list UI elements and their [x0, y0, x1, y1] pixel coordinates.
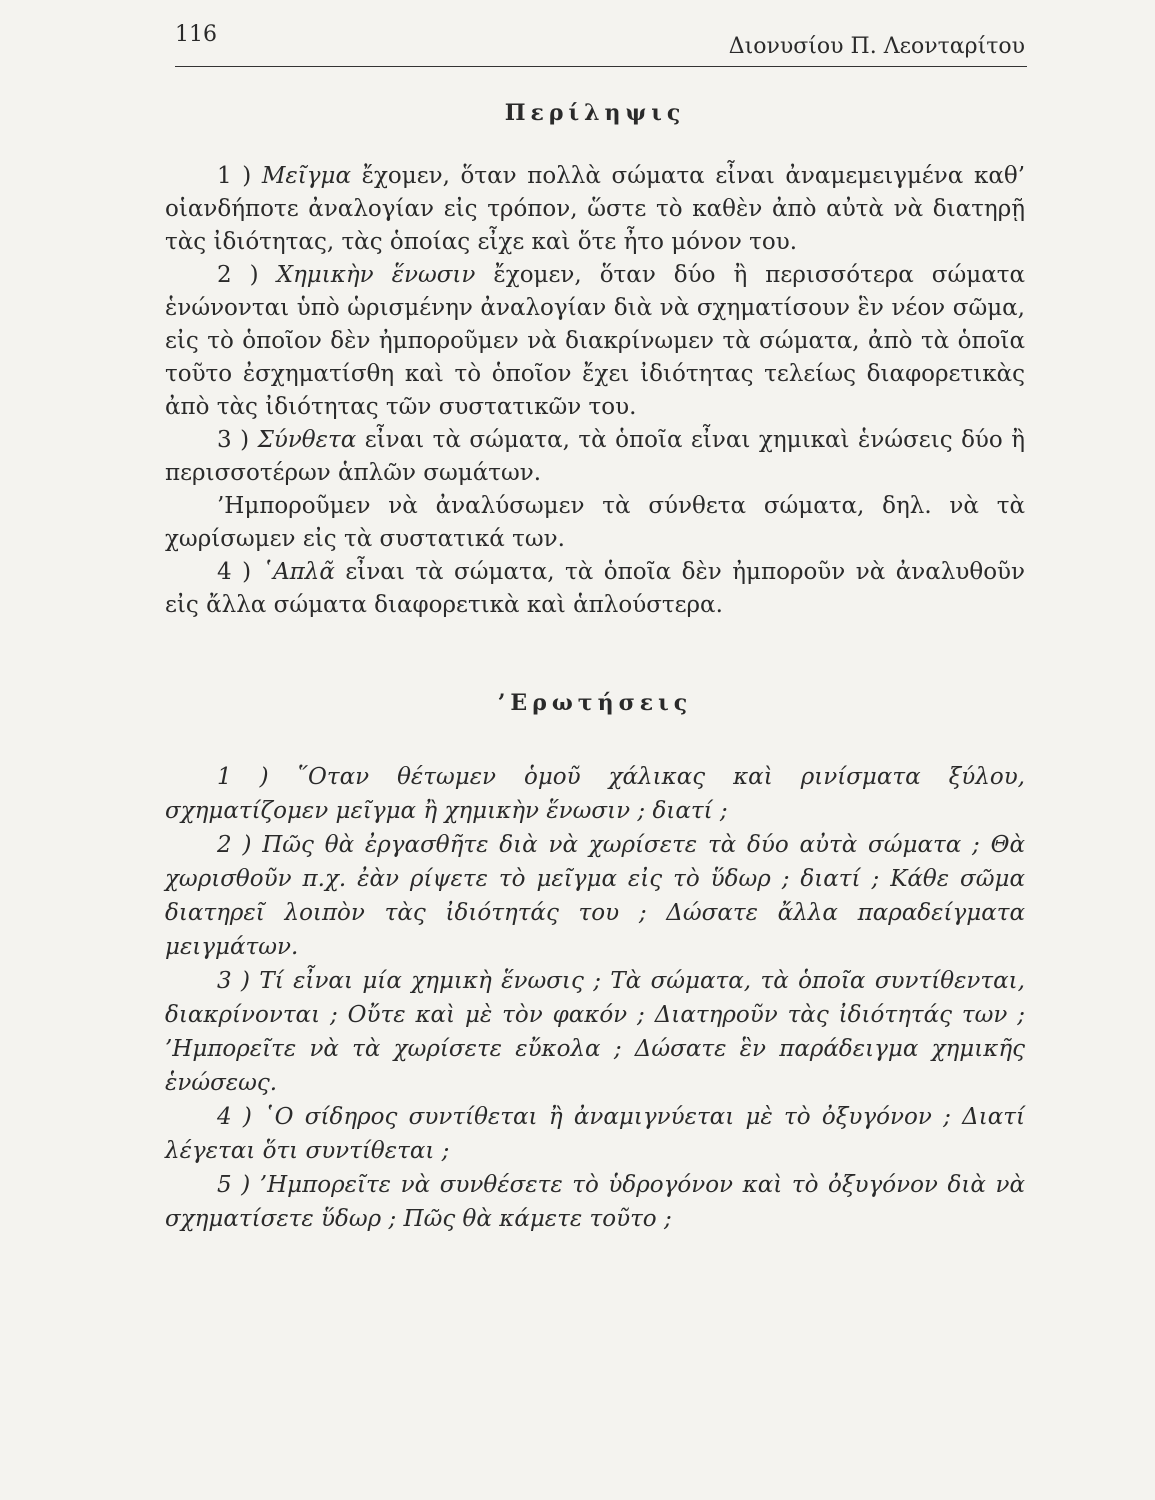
paragraph-number: 3 ) — [217, 427, 258, 453]
summary-paragraph-1 — [165, 160, 1025, 259]
summary-heading: Περίληψις — [504, 100, 686, 126]
question-2 — [165, 828, 1025, 964]
question-text: ῾Ο σίδηρος συντίθεται ἢ ἀναμιγνύεται μὲ τὸ ὀξυγόνον ; Διατί λέγεται ὅτι συντίθεται ; — [165, 1104, 1026, 1164]
defined-term: Σύνθετα — [257, 427, 357, 453]
question-4 — [165, 1100, 1025, 1168]
question-number: 3 ) — [217, 968, 260, 994]
question-text: Πῶς θὰ ἐργασθῆτε διὰ νὰ χωρίσετε τὰ δύο αὐτὰ σώματα ; Θὰ χωρισθοῦν π.χ. ἐὰν ρίψετε τὸ μεῖγμα εἰς τὸ ὕδωρ ; διατί ; Κάθε σῶμα διατηρεῖ λοιπὸν τὰς ἰδιότητάς του ; Δώσατε ἄλλα παραδείγματα μειγμάτων. — [165, 832, 1026, 960]
page-number: 116 — [175, 22, 217, 47]
summary-paragraph-4 — [165, 490, 1025, 556]
paragraph-number: 4 ) — [217, 559, 262, 585]
defined-term: Χημικὴν ἕνωσιν — [276, 262, 476, 288]
summary-paragraph-5 — [165, 556, 1025, 622]
paragraph-text: ἔχομεν, ὅταν πολλὰ σώματα εἶναι ἀναμεμειγμένα καθ’ οἱανδήποτε ἀναλογίαν εἰς τρόπον, ὥστε τὸ καθὲν ἀπὸ αὐτὰ νὰ διατηρῇ τὰς ἰδιότητας, τὰς ὁποίας εἶχε καὶ ὅτε ἦτο μόνον του. — [165, 163, 1026, 255]
summary-paragraph-3 — [165, 424, 1025, 490]
question-text: Τί εἶναι μία χημικὴ ἕνωσις ; Τὰ σώματα, τὰ ὁποῖα συντίθενται, διακρίνονται ; Οὔτε καὶ μὲ τὸν φακόν ; Διατηροῦν τὰς ἰδιότητάς των ; ’Ημπορεῖτε νὰ τὰ χωρίσετε εὔκολα ; Δώσατε ἓν παράδειγμα χημικῆς ἑνώσεως. — [165, 968, 1025, 1096]
questions-heading: ’Ερωτήσεις — [497, 690, 693, 716]
question-3 — [165, 964, 1025, 1100]
question-number: 1 ) — [217, 764, 297, 790]
summary-section — [165, 160, 1025, 622]
defined-term: ῾Απλᾶ — [261, 559, 335, 585]
paragraph-text: ἔχομεν, ὅταν δύο ἢ περισσότερα σώματα ἑνώνονται ὑπὸ ὡρισμένην ἀναλογίαν διὰ νὰ σχηματίσουν ἓν νέον σῶμα, εἰς τὸ ὁποῖον δὲν ἠμποροῦμεν νὰ διακρίνωμεν τὰ σώματα, ἀπὸ τὰ ὁποῖα τοῦτο ἐσχηματίσθη καὶ τὸ ὁποῖον ἔχει ἰδιότητας τελείως διαφορετικὰς ἀπὸ τὰς ἰδιότητας τῶν συστατικῶν του. — [165, 262, 1025, 420]
paragraph-text: ’Ημποροῦμεν νὰ ἀναλύσωμεν τὰ σύνθετα σώματα, δηλ. νὰ τὰ χωρίσωμεν εἰς τὰ συστατικά των. — [165, 493, 1025, 552]
paragraph-number: 1 ) — [217, 163, 262, 189]
questions-section — [165, 760, 1025, 1236]
paragraph-text: εἶναι τὰ σώματα, τὰ ὁποῖα εἶναι χημικαὶ ἑνώσεις δύο ἢ περισσοτέρων ἁπλῶν σωμάτων. — [165, 427, 1026, 486]
summary-paragraph-2 — [165, 259, 1025, 424]
question-number: 2 ) — [217, 832, 263, 858]
paragraph-number: 2 ) — [217, 262, 277, 288]
defined-term: Μεῖγμα — [261, 163, 351, 189]
question-5 — [165, 1168, 1025, 1236]
paragraph-text: εἶναι τὰ σώματα, τὰ ὁποῖα δὲν ἠμποροῦν νὰ ἀναλυθοῦν εἰς ἄλλα σώματα διαφορετικὰ καὶ ἁπλούστερα. — [165, 559, 1025, 618]
question-text: ῞Οταν θέτωμεν ὁμοῦ χάλικας καὶ ρινίσματα ξύλου, σχηματίζομεν μεῖγμα ἢ χημικὴν ἕνωσιν ; διατί ; — [165, 764, 1025, 824]
question-1 — [165, 760, 1025, 828]
question-number: 4 ) — [217, 1104, 264, 1130]
running-title: Διονυσίου Π. Λεονταρίτου — [728, 34, 1025, 59]
header-rule — [175, 66, 1027, 67]
page-header — [175, 22, 1025, 58]
question-number: 5 ) — [217, 1172, 260, 1198]
question-text: ’Ημπορεῖτε νὰ συνθέσετε τὸ ὑδρογόνον καὶ τὸ ὀξυγόνον διὰ νὰ σχηματίσετε ὕδωρ ; Πῶς θὰ κάμετε τοῦτο ; — [165, 1172, 1025, 1232]
